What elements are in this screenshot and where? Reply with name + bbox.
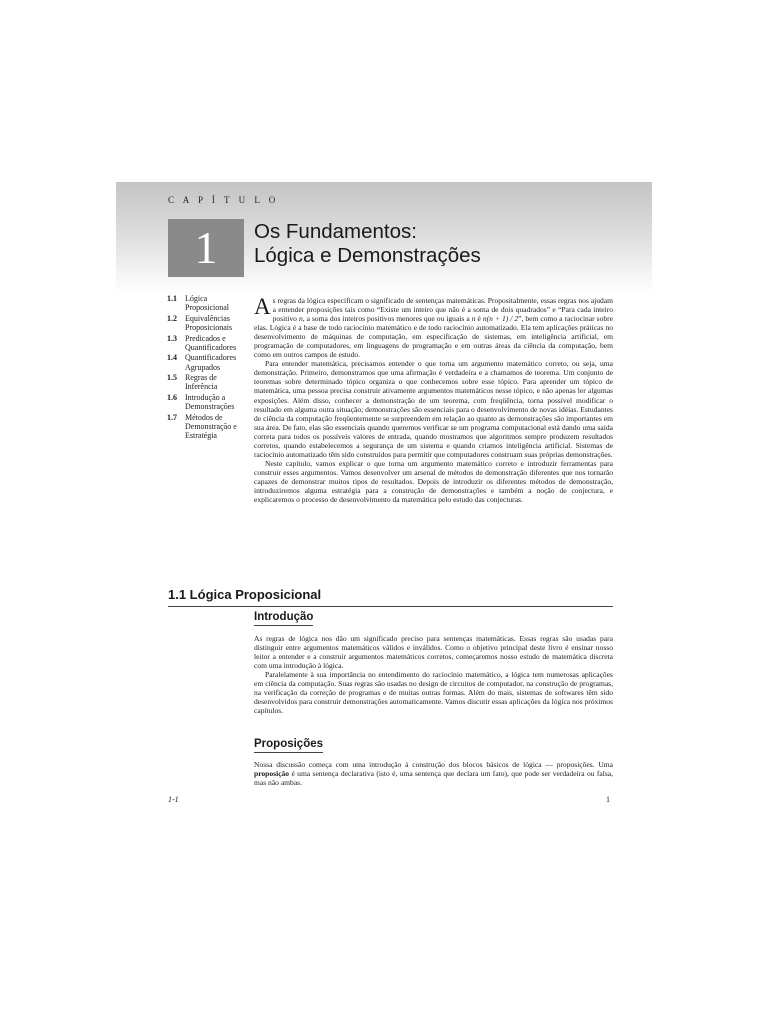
intro-paragraph-3: Neste capítulo, vamos explicar o que torna um argumento matemático correto e introduzir ferramentas para construir esses argumentos. Vamos desenvolver um arsenal de métodos de demonstração diferentes que nos tornarão capazes de demonstrar muitos tipos de resultados. Depois de introduzir os diferentes métodos de demonstração, introduziremos alguma estratégia para a construção de demonstrações e também a noção de conjectura, e explicaremos o processo de desenvolvimento da matemática pelo estudo das conjecturas.	[254, 458, 613, 505]
subsection-heading-proposicoes: Proposições	[254, 738, 323, 753]
chapter-intro	[254, 296, 613, 504]
toc-item	[167, 314, 247, 333]
toc-item	[167, 393, 247, 412]
body-paragraph: As regras de lógica nos dão um significado preciso para sentenças matemáticas. Essas regras são usadas para distinguir entre argumentos matemáticos válidos e inválidos. Como o objetivo principal deste livro é ensinar nosso leitor a entender e a construir argumentos matemáticos corretos, começaremos nosso estudo de matemática discreta com uma introdução à lógica.	[254, 634, 613, 671]
toc-number: 1.6	[167, 392, 177, 402]
bold-term: proposição	[254, 769, 290, 779]
intro-text: ”, bem como a raciocinar sobre elas. Lógica é a base de todo raciocínio matemático e de todo raciocínio automatizado. Ela tem aplicações práticas no desenvolvimento de máquinas de computação, em especificação de sistemas, em inteligência artificial, em programação de computadores, em linguagens de programação e em outras áreas da ciência da computação, bem como em outros campos de estudo.	[254, 314, 614, 360]
toc-label: Predicados e Quantificadores	[185, 333, 237, 352]
chapter-number: 1	[168, 219, 244, 277]
toc-label: Regras de Inferência	[185, 373, 218, 392]
chapter-title-line1: Os Fundamentos:	[254, 220, 417, 243]
body-text: Nossa discussão começa com uma introdução à construção dos blocos básicos de lógica — proposições. Uma	[254, 760, 613, 769]
subsection-body-introducao	[254, 634, 613, 715]
toc-label: Quantificadores Agrupados	[185, 353, 237, 372]
body-paragraph	[254, 760, 613, 787]
chapter-banner	[116, 182, 652, 294]
toc-number: 1.2	[167, 313, 177, 323]
toc-label: Introdução a Demonstrações	[185, 392, 235, 412]
toc-item	[167, 294, 247, 313]
intro-paragraph-2: Para entender matemática, precisamos entender o que torna um argumento matemático correto, ou seja, uma demonstração. Primeiro, demonstramos que uma afirmação é verdadeira e a chamamos de teorema. Um conjunto de teoremas sobre determinado tópico organiza o que conhecemos sobre esse tópico. Para aprender um tópico de matemática, uma pessoa precisa construir ativamente argumentos matemáticos nesse tópico, e não apenas ler algumas exposições. Além disso, conhecer a demonstração de um teorema, com freqüência, torna possível modificar o resultado em alguma outra situação; demonstrações são essenciais para o desenvolvimento de novas idéias. Estudantes de ciência da computação freqüentemente se surpreendem em relação ao quanto as demonstrações são importantes em sua área. De fato, elas são essenciais quando queremos verificar se um programa computacional está dando uma saída correta para todos os possíveis valores de entrada, quando mostramos que algoritmos sempre produzem resultados corretos, quando estabelecemos a segurança de um sistema e quando criamos inteligência artificial. Sistemas de raciocínio automatizado têm sido construídos para permitir que computadores construam suas próprias demonstrações.	[254, 359, 613, 459]
toc-item	[167, 373, 247, 392]
math-formula: n(n + 1) / 2	[482, 314, 519, 324]
intro-text: é	[475, 314, 483, 324]
toc-label: Lógica Proposicional	[185, 294, 229, 313]
intro-paragraph-1	[254, 296, 613, 359]
section-rule	[168, 606, 613, 607]
body-text: é uma sentença declarativa (isto é, uma sentença que declara um fato), que pode ser verdadeira ou falsa, mas não ambas.	[254, 769, 613, 788]
toc-item	[167, 353, 247, 372]
drop-cap: A	[254, 294, 271, 319]
page-code: 1-1	[168, 795, 179, 804]
chapter-contents	[167, 294, 247, 442]
book-page	[116, 182, 652, 818]
toc-label: Métodos de Demonstração e Estratégia	[185, 412, 237, 441]
toc-item	[167, 413, 247, 441]
toc-number: 1.1	[167, 294, 177, 303]
toc-label: Equivalências Proposicionais	[185, 313, 233, 333]
subsection-heading-introducao: Introdução	[254, 611, 313, 626]
math-var: n	[471, 314, 476, 324]
chapter-title-line2: Lógica e Demonstrações	[254, 244, 481, 267]
math-var: n	[298, 314, 303, 324]
intro-text: s regras da lógica especificam o significado de sentenças matemáticas. Propositalmente, essas regras nos ajudam a entender proposições tais como “Existe um inteiro que não é a soma de dois quadrados” e “Para cada inteiro positivo	[272, 296, 613, 324]
subsection-body-proposicoes	[254, 760, 613, 787]
body-paragraph: Paralelamente à sua importância no entendimento do raciocínio matemático, a lógica tem numerosas aplicações em ciência da computação. Suas regras são usadas no design de circuitos de computador, na construção de programas, na verificação da correção de programas e de muitas outras formas. Além do mais, sistemas de softwares têm sido desenvolvidos para construir demonstrações automaticamente. Vamos discutir essas aplicações da lógica nos próximos capítulos.	[254, 670, 613, 716]
toc-number: 1.5	[167, 373, 177, 383]
toc-number: 1.7	[167, 412, 177, 422]
page-number: 1	[606, 795, 610, 804]
section-heading: 1.1 Lógica Proposicional	[168, 587, 322, 602]
toc-item	[167, 334, 247, 353]
intro-text: , a soma dos inteiros positivos menores que ou iguais a	[302, 314, 472, 324]
toc-number: 1.3	[167, 333, 177, 343]
toc-number: 1.4	[167, 353, 177, 363]
chapter-title	[254, 220, 481, 268]
chapter-label: C A P Í T U L O	[168, 195, 279, 205]
